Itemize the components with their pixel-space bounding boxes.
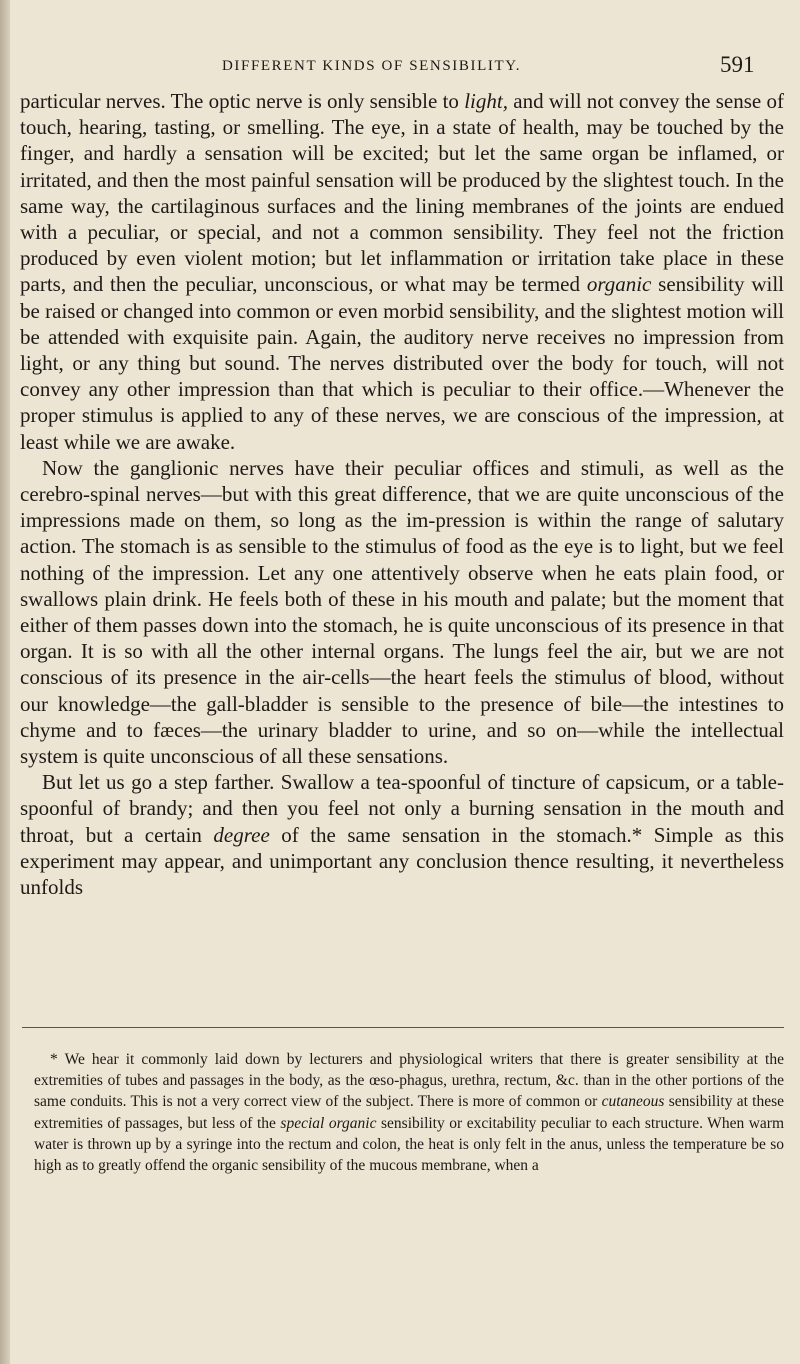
paragraph — [20, 769, 784, 900]
text-segment: * We hear it commonly laid down by lecturers and physiological writers that there is greater sensibility at the extremities of tubes and passages in the body, as the œso-phagus, urethra, rectum, &c. than in the other portions of the same conduits. This is not a very correct view of the subject. There is more of common or — [34, 1051, 784, 1111]
paragraph — [20, 88, 784, 455]
paragraph — [20, 455, 784, 769]
body-text — [20, 88, 784, 900]
text-segment: sensibility at these extremities of passages, but less of the — [34, 1093, 784, 1132]
italic-text-segment: degree — [213, 822, 270, 847]
text-segment: sensibility or excitability peculiar to each structure. When warm water is thrown up by a syringe into the rectum and colon, the heat is only felt in the anus, unless the temperature be so high as to greatly offend the organic sensibility of the mucous membrane, when a — [34, 1114, 785, 1175]
footnote — [34, 1049, 784, 1176]
italic-text-segment: cutaneous — [601, 1093, 665, 1111]
page-number: 591 — [720, 52, 755, 77]
page-gutter-edge — [0, 0, 10, 1364]
italic-text-segment: light, — [464, 89, 508, 113]
text-segment: of the same sensation in the stomach.* Simple as this experiment may appear, and unimportant any conclusion thence resulting, it nevertheless unfolds — [20, 822, 784, 900]
text-segment: and will not convey the sense of touch, hearing, tasting, or smelling. The eye, in a state of health, may be touched by the finger, and hardly a sensation will be excited; but let the same organ be inflamed, or irritated, and then the most painful sensation will be produced by the slightest touch. In the same way, the cartilaginous surfaces and the lining membranes of the joints are endued with a peculiar, or special, and not a common sensibility. They feel not the friction produced by even violent motion; but let inflammation or irritation take place in these parts, and then the peculiar, unconscious, or what may be termed — [20, 89, 785, 297]
italic-text-segment: organic — [586, 272, 652, 297]
running-head: DIFFERENT KINDS OF SENSIBILITY. — [222, 58, 522, 74]
italic-text-segment: special organic — [280, 1114, 377, 1132]
text-segment: But let us go a step farther. Swallow a tea-spoonful of tincture of capsicum, or a table-spoonful of brandy; and then you feel not only a burning sensation in the mouth and throat, but a certain — [20, 770, 784, 847]
text-segment: sensibility will be raised or changed into common or even morbid sensibility, and the slightest motion will be attended with exquisite pain. Again, the auditory nerve receives no impression from light, or any thing but sound. The nerves distributed over the body for touch, will not convey any other impression than that which is peculiar to their office.—Whenever the proper stimulus is applied to any of these nerves, we are conscious of the impression, at least while we are awake. — [20, 272, 784, 454]
text-segment: particular nerves. The optic nerve is only sensible to — [20, 89, 465, 113]
text-segment: Now the ganglionic nerves have their peculiar offices and stimuli, as well as the cerebro-spinal nerves—but with this great difference, that we are quite unconscious of the impressions made on them, so long as the im-pression is within the range of salutary action. The stomach is as sensible to the stimulus of food as the eye is to light, but we feel nothing of the impression. Let any one attentively observe when he eats plain food, or swallows plain drink. He feels both of these in his mouth and palate; but the moment that either of them passes down into the stomach, he is quite unconscious of its presence in that organ. It is so with all the other internal organs. The lungs feel the air, but we are not conscious of its presence in the air-cells—the heart feels the stimulus of blood, without our knowledge—the gall-bladder is sensible to the presence of bile—the intestines to chyme and to fæces—the urinary bladder to urine, and so on—while the intellectual system is quite unconscious of all these sensations. — [20, 455, 784, 769]
page-header — [0, 52, 800, 82]
footnote-rule — [22, 1027, 784, 1028]
